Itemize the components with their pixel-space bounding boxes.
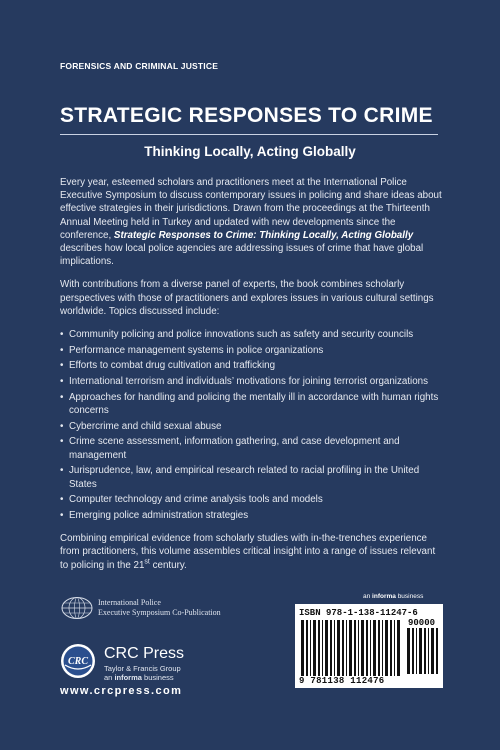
intro-text: Every year, esteemed scholars and practitioners meet at the International Police Executive Symposium to discuss contemporary issues in policing and share ideas about effective strategies in their jurisdictions. Drawn from the proceedings at the Thirteenth Annual Meeting held in Turkey and updated with new developments since the conference,: [60, 177, 442, 241]
barcode-bar: [349, 620, 352, 676]
barcode-bar: [301, 620, 304, 676]
barcode-bar: [306, 620, 308, 676]
barcode-bar: [337, 620, 340, 676]
publisher-group: Taylor & Francis Group: [104, 664, 181, 673]
topic-item: [60, 328, 442, 341]
closing-text-end: century.: [149, 559, 187, 571]
barcode-bar: [330, 620, 332, 676]
bullet-icon: •: [60, 494, 64, 506]
barcode-bar: [325, 620, 328, 676]
topic-text: Computer technology and crime analysis tools and models: [69, 494, 323, 506]
barcode-bar: [419, 628, 422, 674]
ipes-line-2: Executive Symposium Co-Publication: [98, 608, 221, 617]
isbn-text: ISBN 978-1-138-11247-6: [299, 608, 418, 618]
bullet-icon: •: [60, 509, 64, 521]
barcode-bar: [390, 620, 392, 676]
topic-text: Crime scene assessment, information gathering, and case development and management: [69, 436, 400, 461]
ipes-line-1: International Police: [98, 598, 161, 607]
paragraph-closing: [60, 532, 442, 572]
barcode-bar: [397, 620, 400, 676]
topic-item: [60, 493, 442, 506]
barcode-bar: [346, 620, 347, 676]
crc-press-logo: [60, 643, 96, 679]
barcode-bar: [378, 620, 380, 676]
closing-text: Combining empirical evidence from scholarly studies with in-the-trenches experience from practitioners, this volume assembles critical insight into a range of issues relevant to policing in the 21: [60, 533, 436, 571]
intro-text-end: describes how local police agencies are addressing issues of crime that have global implications.: [60, 243, 424, 268]
topic-item: [60, 344, 442, 357]
topic-text: Efforts to combat drug cultivation and trafficking: [69, 360, 276, 372]
informa-business-label: [363, 593, 423, 600]
series-label: FORENSICS AND CRIMINAL JUSTICE: [60, 61, 219, 71]
crc-logo-text: CRC: [67, 656, 89, 667]
barcode-bar: [373, 620, 376, 676]
barcode-bar: [382, 620, 383, 676]
barcode-bar: [394, 620, 395, 676]
publisher-url: www.crcpress.com: [60, 685, 183, 697]
globe-icon: [60, 596, 94, 620]
barcode-bar: [436, 628, 438, 674]
barcode-bar: [310, 620, 311, 676]
biz-suffix: business: [141, 673, 174, 682]
topic-text: Community policing and police innovations such as safety and security councils: [69, 329, 414, 341]
publisher-name: CRC Press: [104, 645, 185, 662]
bullet-icon: •: [60, 420, 64, 432]
barcode-bar: [361, 620, 364, 676]
description: [60, 176, 442, 582]
topic-text: Cybercrime and child sexual abuse: [69, 420, 222, 432]
topic-text: Approaches for handling and policing the mentally ill in accordance with human rights concerns: [69, 391, 439, 417]
barcode-bar: [412, 628, 414, 674]
bullet-icon: •: [60, 465, 64, 477]
barcode-bar: [370, 620, 371, 676]
barcode-bar: [416, 628, 417, 674]
topic-item: [60, 509, 442, 522]
topic-item: [60, 464, 442, 490]
bullet-icon: •: [60, 344, 64, 356]
topic-item: [60, 391, 442, 417]
ipes-label: [98, 598, 221, 618]
ordinal-suffix: st: [144, 558, 150, 566]
inline-book-title: Strategic Responses to Crime: Thinking Locally, Acting Globally: [113, 229, 414, 241]
bullet-icon: •: [60, 329, 64, 341]
topics-list: [60, 328, 442, 522]
topic-item: [60, 375, 442, 388]
informa-suffix: business: [395, 593, 424, 600]
topic-item: [60, 435, 442, 461]
barcode-bar: [424, 628, 426, 674]
barcode-bar: [313, 620, 316, 676]
book-subtitle: Thinking Locally, Acting Globally: [144, 144, 356, 159]
bullet-icon: •: [60, 360, 64, 372]
informa-bold: informa: [372, 593, 396, 600]
barcode-bar: [354, 620, 356, 676]
topic-text: International terrorism and individuals’ motivations for joining terrorist organizations: [69, 376, 429, 388]
topic-item: [60, 359, 442, 372]
addon-barcode: [407, 628, 439, 674]
barcode-bar: [407, 628, 410, 674]
topic-text: Performance management systems in police organizations: [69, 344, 324, 356]
paragraph-contributions: With contributions from a diverse panel of experts, the book combines scholarly perspectives with those of practitioners and explores issues in various cultural settings worldwide. Topics discussed include:: [60, 279, 434, 317]
bullet-icon: •: [60, 391, 64, 403]
barcode-bar: [385, 620, 388, 676]
ean-barcode: [301, 620, 401, 676]
bullet-icon: •: [60, 436, 64, 448]
barcode-bar: [334, 620, 335, 676]
bullet-icon: •: [60, 376, 64, 388]
barcode-bar: [431, 628, 434, 674]
barcode-bar: [428, 628, 429, 674]
topic-text: Jurisprudence, law, and empirical research related to racial profiling in the United States: [69, 465, 420, 490]
title-rule: [60, 134, 438, 135]
topic-item: [60, 420, 442, 433]
barcode-bar: [342, 620, 344, 676]
book-title: STRATEGIC RESPONSES TO CRIME: [60, 104, 433, 127]
biz-prefix: an: [104, 673, 115, 682]
informa-prefix: an: [363, 593, 373, 600]
publisher-informa: [104, 673, 174, 682]
barcode-bar: [358, 620, 359, 676]
ean-digits: 9 781138 112476: [299, 676, 385, 686]
barcode-bar: [322, 620, 323, 676]
barcode-bar: [366, 620, 368, 676]
barcode-box: [295, 604, 443, 688]
barcode-bar: [318, 620, 320, 676]
ipes-copublication: [60, 596, 260, 622]
paragraph-intro: [60, 176, 442, 268]
price-code: 90000: [408, 618, 436, 628]
biz-bold: informa: [114, 673, 142, 682]
topic-text: Emerging police administration strategies: [69, 509, 249, 521]
